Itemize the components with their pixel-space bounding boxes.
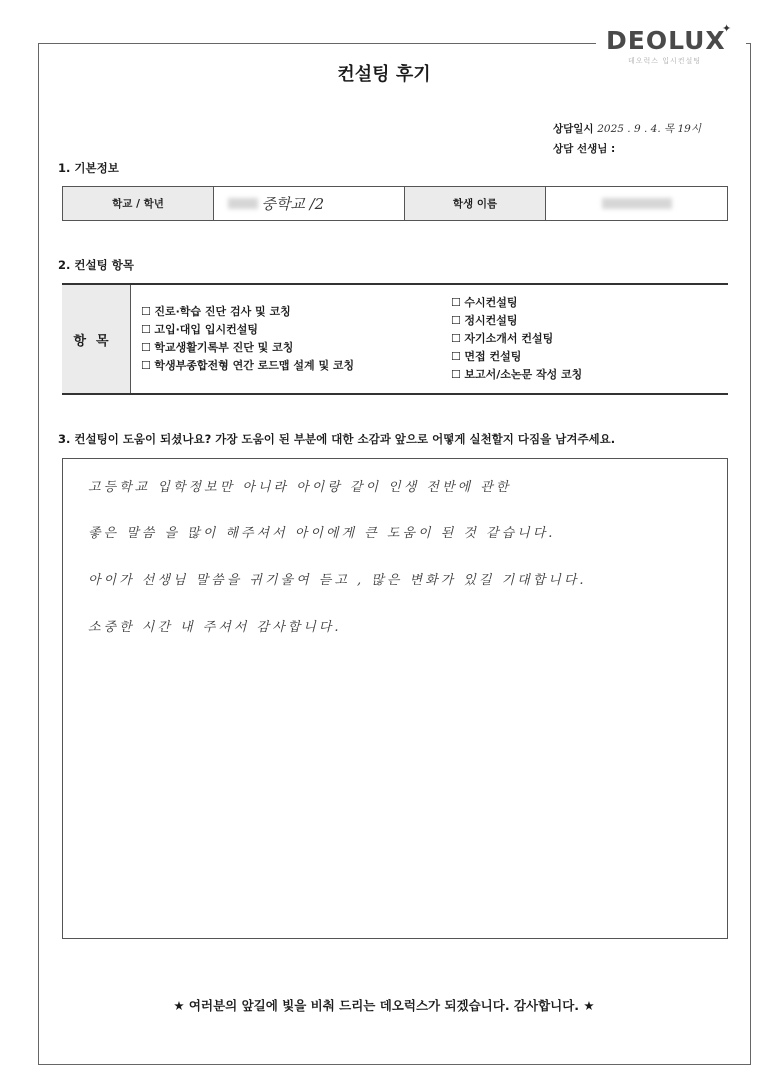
- section-feedback-question: 3. 컨설팅이 도움이 되셨나요? 가장 도움이 된 부분에 대한 소감과 앞으로 어떻게 실천할지 다짐을 남겨주세요.: [58, 432, 616, 446]
- date-row: [553, 119, 701, 139]
- basic-info-table: [62, 186, 728, 221]
- checkbox-item[interactable]: ☐ 학생부종합전형 연간 로드맵 설계 및 코칭: [141, 357, 441, 375]
- school-label: 학교 / 학년: [63, 187, 214, 221]
- document-title: 컨설팅 후기: [337, 64, 431, 85]
- answer-line: 고등학교 입학정보만 아니라 아이랑 같이 인생 전반에 관한: [88, 480, 512, 495]
- checkbox-item[interactable]: ☐ 보고서/소논문 작성 코칭: [451, 366, 728, 384]
- answer-line: 소중한 시간 내 주셔서 감사합니다.: [88, 620, 342, 635]
- teacher-row: [553, 139, 701, 159]
- logo-tagline: 데오럭스 입시컨설팅: [628, 57, 702, 65]
- date-label: 상담일시: [553, 123, 594, 135]
- section-basic-info: 1. 기본정보: [58, 161, 119, 175]
- logo-text: DEOLUX: [606, 26, 726, 55]
- items-header: 항목: [62, 284, 131, 394]
- consultation-meta: [553, 119, 701, 159]
- items-left-cell: [131, 284, 442, 394]
- checkbox-item[interactable]: ☐ 자기소개서 컨설팅: [451, 330, 728, 348]
- checkbox-item[interactable]: ☐ 고입·대입 입시컨설팅: [141, 321, 441, 339]
- checkbox-item[interactable]: ☐ 정시컨설팅: [451, 312, 728, 330]
- feedback-answer-box[interactable]: [62, 458, 728, 939]
- footer-message: ★ 여러분의 앞길에 빛을 비춰 드리는 데오럭스가 되겠습니다. 감사합니다. ★: [173, 998, 595, 1013]
- sparkle-icon: ✦: [722, 22, 732, 35]
- name-label: 학생 이름: [405, 187, 546, 221]
- checkbox-item[interactable]: ☐ 진로·학습 진단 검사 및 코칭: [141, 303, 441, 321]
- school-value: 중학교 /2: [261, 195, 325, 213]
- date-value: 2025 . 9 . 4. 목 19시: [597, 123, 702, 135]
- section-items: 2. 컨설팅 항목: [58, 258, 134, 272]
- items-left-list: [131, 303, 441, 375]
- consulting-items-table: [62, 283, 728, 395]
- teacher-label: 상담 선생님 :: [553, 143, 616, 155]
- answer-line: 좋은 말씀 을 많이 해주셔서 아이에게 큰 도움이 된 것 같습니다.: [88, 526, 556, 541]
- answer-line: 아이가 선생님 말씀을 귀기울여 듣고 , 많은 변화가 있길 기대합니다.: [88, 573, 587, 588]
- checkbox-item[interactable]: ☐ 수시컨설팅: [451, 294, 728, 312]
- redacted-student-name: [602, 198, 672, 209]
- name-cell: [546, 187, 728, 221]
- items-right-cell: [441, 284, 728, 394]
- items-right-list: [441, 294, 728, 384]
- checkbox-item[interactable]: ☐ 학교생활기록부 진단 및 코칭: [141, 339, 441, 357]
- redacted-school-name: [228, 198, 258, 209]
- school-cell: [214, 187, 405, 221]
- checkbox-item[interactable]: ☐ 면접 컨설팅: [451, 348, 728, 366]
